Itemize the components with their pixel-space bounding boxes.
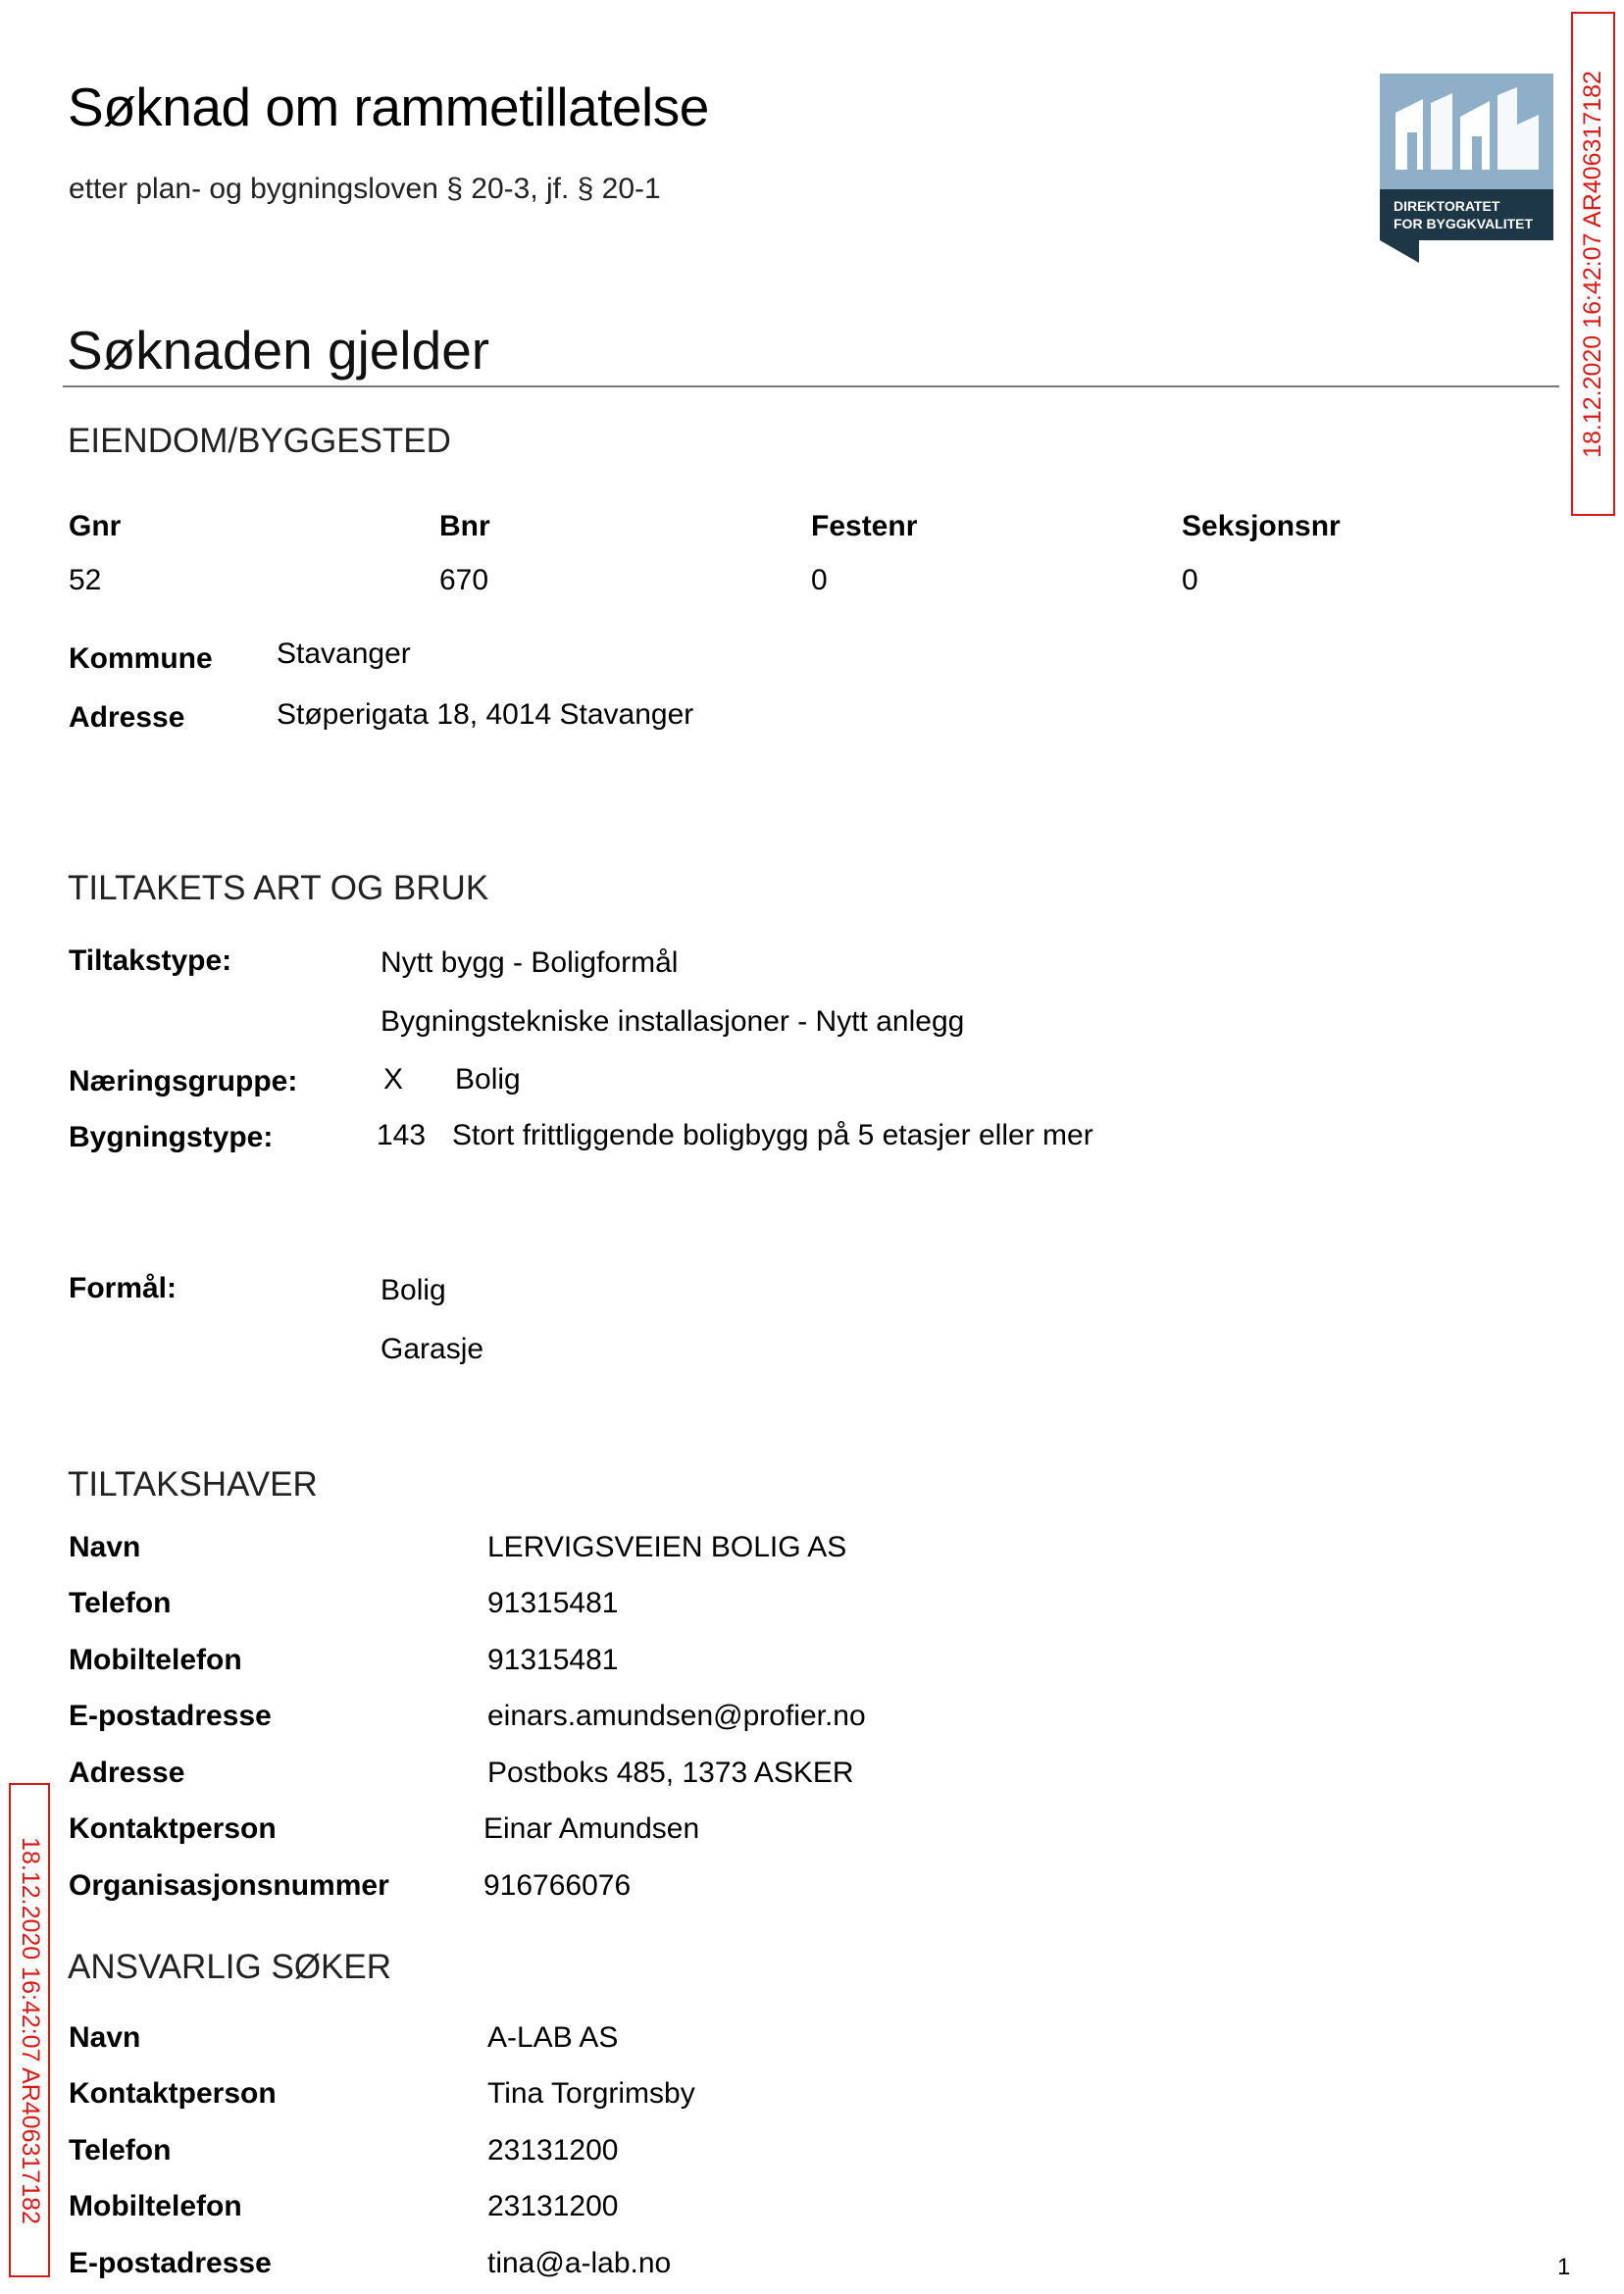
- soker-label-mobiltelefon: Mobiltelefon: [69, 2190, 242, 2222]
- value-gnr: 52: [69, 564, 102, 596]
- label-tiltakstype: Tiltakstype:: [69, 944, 232, 977]
- value-adresse: Støperigata 18, 4014 Stavanger: [277, 698, 694, 731]
- section-heading-tiltakshaver: TILTAKSHAVER: [68, 1465, 318, 1504]
- main-heading: Søknaden gjelder: [67, 320, 490, 381]
- tiltakshaver-label-navn: Navn: [69, 1531, 141, 1563]
- tiltakshaver-label-orgnr: Organisasjonsnummer: [69, 1869, 389, 1902]
- column-header-seksjonsnr: Seksjonsnr: [1182, 510, 1341, 542]
- soker-value-mobiltelefon: 23131200: [487, 2190, 619, 2222]
- section-heading-ansvarlig-soker: ANSVARLIG SØKER: [68, 1948, 392, 1986]
- label-formal: Formål:: [69, 1272, 178, 1304]
- soker-label-navn: Navn: [69, 2021, 141, 2054]
- soker-value-epost: tina@a-lab.no: [487, 2247, 672, 2279]
- document-title: Søknad om rammetillatelse: [68, 76, 709, 137]
- page-number: 1: [1557, 2254, 1571, 2280]
- document-subtitle: etter plan- og bygningsloven § 20-3, jf. § 20-1: [69, 173, 661, 205]
- archive-stamp-right: [1571, 12, 1615, 516]
- tiltakshaver-value-telefon: 91315481: [487, 1587, 619, 1619]
- tiltakshaver-value-adresse: Postboks 485, 1373 ASKER: [487, 1757, 854, 1789]
- heading-divider: [63, 385, 1559, 387]
- svg-text:FOR BYGGKVALITET: FOR BYGGKVALITET: [1394, 216, 1534, 231]
- label-bygningstype: Bygningstype:: [69, 1121, 274, 1153]
- column-header-bnr: Bnr: [439, 510, 490, 542]
- soker-value-telefon: 23131200: [487, 2134, 619, 2167]
- tiltakshaver-label-mobiltelefon: Mobiltelefon: [69, 1644, 242, 1676]
- soker-value-navn: A-LAB AS: [487, 2021, 619, 2054]
- value-kommune: Stavanger: [277, 637, 411, 670]
- section-heading-tiltak: TILTAKETS ART OG BRUK: [68, 869, 489, 907]
- svg-text:DIREKTORATET: DIREKTORATET: [1394, 198, 1500, 214]
- tiltakshaver-value-epost: einars.amundsen@profier.no: [487, 1700, 866, 1732]
- value-bygningstype-code: 143: [377, 1119, 427, 1151]
- soker-label-epost: E-postadresse: [69, 2247, 272, 2279]
- value-naeringsgruppe: Bolig: [455, 1063, 521, 1096]
- value-formal-2: Garasje: [381, 1333, 484, 1365]
- archive-stamp-right-text: 18.12.2020 16:42:07 AR406317182: [1579, 70, 1606, 458]
- archive-stamp-left-text: 18.12.2020 16:42:07 AR406317182: [16, 1836, 44, 2224]
- label-kommune: Kommune: [69, 642, 213, 675]
- column-header-gnr: Gnr: [69, 510, 122, 542]
- value-seksjonsnr: 0: [1182, 564, 1198, 596]
- column-header-festenr: Festenr: [811, 510, 918, 542]
- tiltakshaver-label-telefon: Telefon: [69, 1587, 172, 1619]
- tiltakshaver-label-epost: E-postadresse: [69, 1700, 272, 1732]
- value-tiltakstype-2: Bygningstekniske installasjoner - Nytt anlegg: [381, 1005, 965, 1038]
- archive-stamp-left: [9, 1783, 50, 2277]
- tiltakshaver-value-navn: LERVIGSVEIEN BOLIG AS: [487, 1531, 847, 1563]
- value-bygningstype: Stort frittliggende boligbygg på 5 etasjer eller mer: [452, 1119, 1093, 1151]
- dibk-logo-graphic: [1380, 74, 1553, 263]
- tiltakshaver-value-kontaktperson: Einar Amundsen: [483, 1812, 700, 1845]
- soker-label-telefon: Telefon: [69, 2134, 172, 2167]
- tiltakshaver-label-kontaktperson: Kontaktperson: [69, 1812, 277, 1845]
- tiltakshaver-value-orgnr: 916766076: [483, 1869, 632, 1902]
- value-formal-1: Bolig: [381, 1274, 446, 1306]
- soker-label-kontaktperson: Kontaktperson: [69, 2077, 277, 2110]
- value-naeringsgruppe-code: X: [383, 1063, 404, 1096]
- value-tiltakstype-1: Nytt bygg - Boligformål: [381, 946, 679, 979]
- dibk-logo: [1380, 74, 1553, 263]
- soker-value-kontaktperson: Tina Torgrimsby: [487, 2077, 695, 2110]
- value-festenr: 0: [811, 564, 828, 596]
- value-bnr: 670: [439, 564, 489, 596]
- tiltakshaver-label-adresse: Adresse: [69, 1757, 185, 1789]
- section-heading-eiendom: EIENDOM/BYGGESTED: [68, 422, 451, 460]
- tiltakshaver-value-mobiltelefon: 91315481: [487, 1644, 619, 1676]
- label-adresse: Adresse: [69, 701, 185, 734]
- label-naeringsgruppe: Næringsgruppe:: [69, 1065, 298, 1097]
